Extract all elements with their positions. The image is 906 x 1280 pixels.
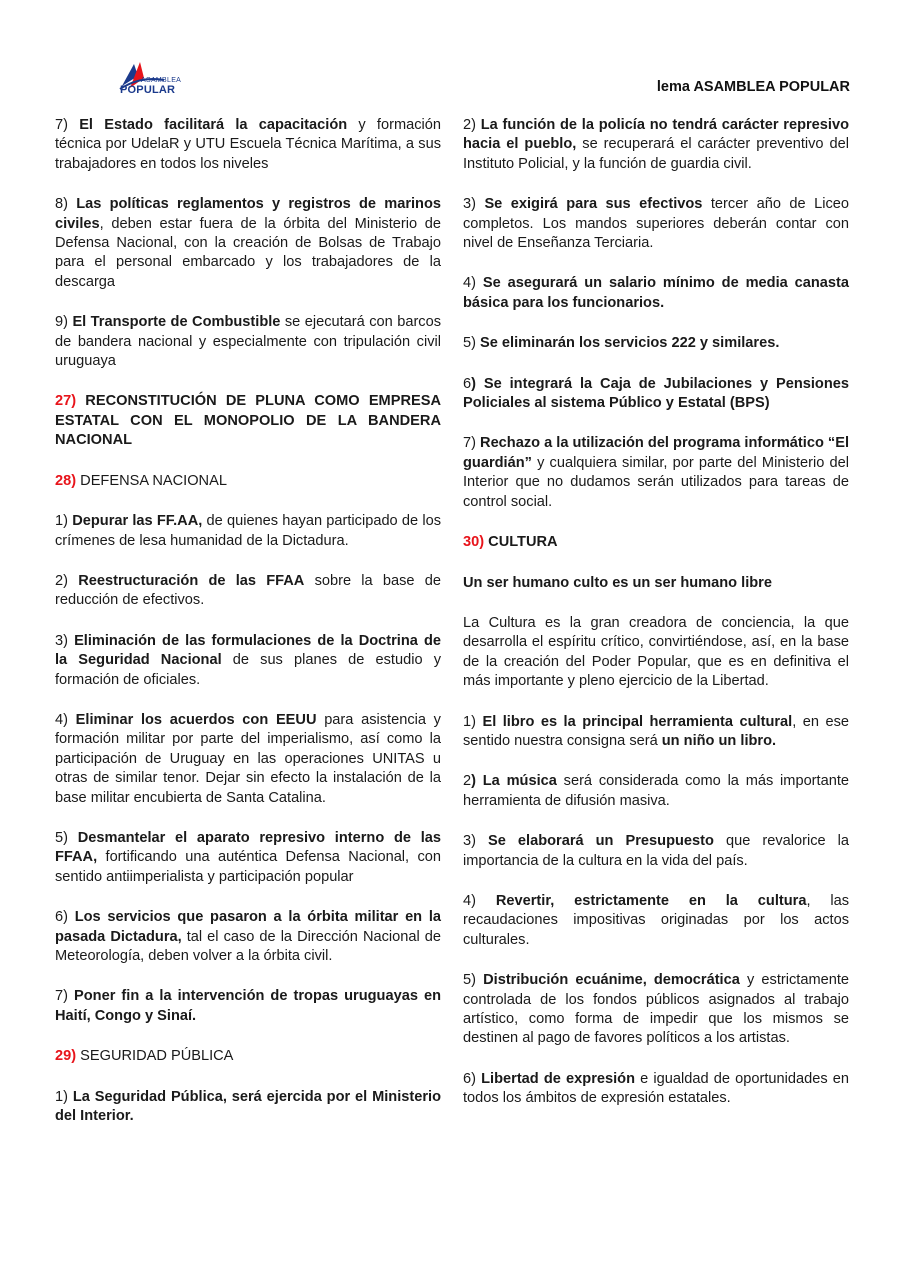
cultura-item-1: 1) El libro es la principal herramienta cultural, en ese sentido nuestra consigna será un niño un libro. <box>463 713 850 749</box>
right-column <box>463 116 849 1130</box>
defensa-item-1: 1) Depurar las FF.AA, de quienes hayan participado de los crímenes de lesa humanidad de la Dictadura. <box>55 513 442 549</box>
section-28-heading: 28) DEFENSA NACIONAL <box>55 472 227 489</box>
seguridad-item-5: 5) Se eliminarán los servicios 222 y similares. <box>463 335 780 352</box>
seguridad-item-6: 6) Se integrará la Caja de Jubilaciones y Pensiones Policiales al sistema Público y Estatal (BPS) <box>463 375 849 412</box>
cultura-intro: La Cultura es la gran creadora de conciencia, la que desarrolla el espíritu crítico, convirtiéndose, así, en la base de la creación del Poder Popular, que es en definitiva el más importante y pleno ejercicio de la Libertad. <box>463 614 849 690</box>
seguridad-item-7: 7) Rechazo a la utilización del programa informático “El guardián” y cualquiera similar, por parte del Ministerio del Interior que no dudamos serán utilizados para tareas de control social. <box>463 435 850 510</box>
seguridad-item-3: 3) Se exigirá para sus efectivos tercer año de Liceo completos. Los mandos superiores deberán contar con nivel de Enseñanza Terciaria. <box>463 196 849 252</box>
section-27-heading: 27) RECONSTITUCIÓN DE PLUNA COMO EMPRESA ESTATAL CON EL MONOPOLIO DE LA BANDERA NACIONAL <box>55 393 441 449</box>
seguridad-item-2: 2) La función de la policía no tendrá carácter represivo hacia el pueblo, se recuperará el carácter preventivo del Instituto Policial, y la función de guardia civil. <box>463 117 849 172</box>
defensa-item-2: 2) Reestructuración de las FFAA sobre la base de reducción de efectivos. <box>55 572 441 609</box>
item-9-transporte-combustible: 9) El Transporte de Combustible se ejecutará con barcos de bandera nacional y especialmente con tripulación civil uruguaya <box>55 314 442 370</box>
item-7-capacitacion: 7) El Estado facilitará la capacitación y formación técnica por UdelaR y UTU Escuela Técnica Marítima, a sus trabajadores en todos los niveles <box>55 117 441 172</box>
defensa-item-6: 6) Los servicios que pasaron a la órbita militar en la pasada Dictadura, tal el caso de la Dirección Nacional de Meteorología, deben volver a la órbita civil. <box>55 909 441 964</box>
item-8-marinos-civiles: 8) Las políticas reglamentos y registros de marinos civiles, deben estar fuera de la órbita del Ministerio de Defensa Nacional, con la creación de Bolsas de Trabajo para el personal embarcado y los trabajadores de la descarga <box>55 196 442 290</box>
defensa-item-5: 5) Desmantelar el aparato represivo interno de las FFAA, fortificando una auténtica Defensa Nacional, con sentido antiimperialista y participación popular <box>55 829 441 885</box>
cultura-item-6: 6) Libertad de expresión e igualdad de oportunidades en todos los ámbitos de expresión estatales. <box>463 1070 850 1107</box>
cultura-item-4: 4) Revertir, estrictamente en la cultura, las recaudaciones impositivas originadas por los actos culturales. <box>463 892 850 948</box>
section-30-heading: 30) CULTURA <box>463 534 558 551</box>
defensa-item-3: 3) Eliminación de las formulaciones de la Doctrina de la Seguridad Nacional de sus planes de estudio y formación de oficiales. <box>55 632 442 688</box>
seguridad-item-1: 1) La Seguridad Pública, será ejercida por el Ministerio del Interior. <box>55 1088 442 1125</box>
logo-text-small: ASAMBLEA <box>141 77 182 84</box>
cultura-subtitle: Un ser humano culto es un ser humano libre <box>463 574 772 591</box>
cultura-item-2: 2) La música será considerada como la más importante herramienta de difusión masiva. <box>463 773 850 809</box>
page-header-lema: lema ASAMBLEA POPULAR <box>656 79 850 95</box>
cultura-item-5: 5) Distribución ecuánime, democrática y estrictamente controlada de los fondos públicos asignados al trabajo artístico, como forma de impedir que los mismos se destinen al pago de favores políticos a los artistas. <box>463 972 850 1047</box>
logo-text-main: POPULAR <box>120 84 176 96</box>
defensa-item-7: 7) Poner fin a la intervención de tropas uruguayas en Haití, Congo y Sinaí. <box>55 988 441 1024</box>
defensa-item-4: 4) Eliminar los acuerdos con EEUU para asistencia y formación militar por parte del imperialismo, así como la participación de Uruguay en las operaciones UNITAS u otras de similar tenor. Dejar sin efecto la instalación de la base militar encubierta de Santa Catalina. <box>55 711 441 806</box>
cultura-item-3: 3) Se elaborará un Presupuesto que revalorice la importancia de la cultura en la vida del país. <box>463 833 850 869</box>
seguridad-item-4: 4) Se asegurará un salario mínimo de media canasta básica para los funcionarios. <box>463 275 849 311</box>
left-column <box>55 116 441 1147</box>
section-29-heading: 29) SEGURIDAD PÚBLICA <box>55 1048 234 1065</box>
